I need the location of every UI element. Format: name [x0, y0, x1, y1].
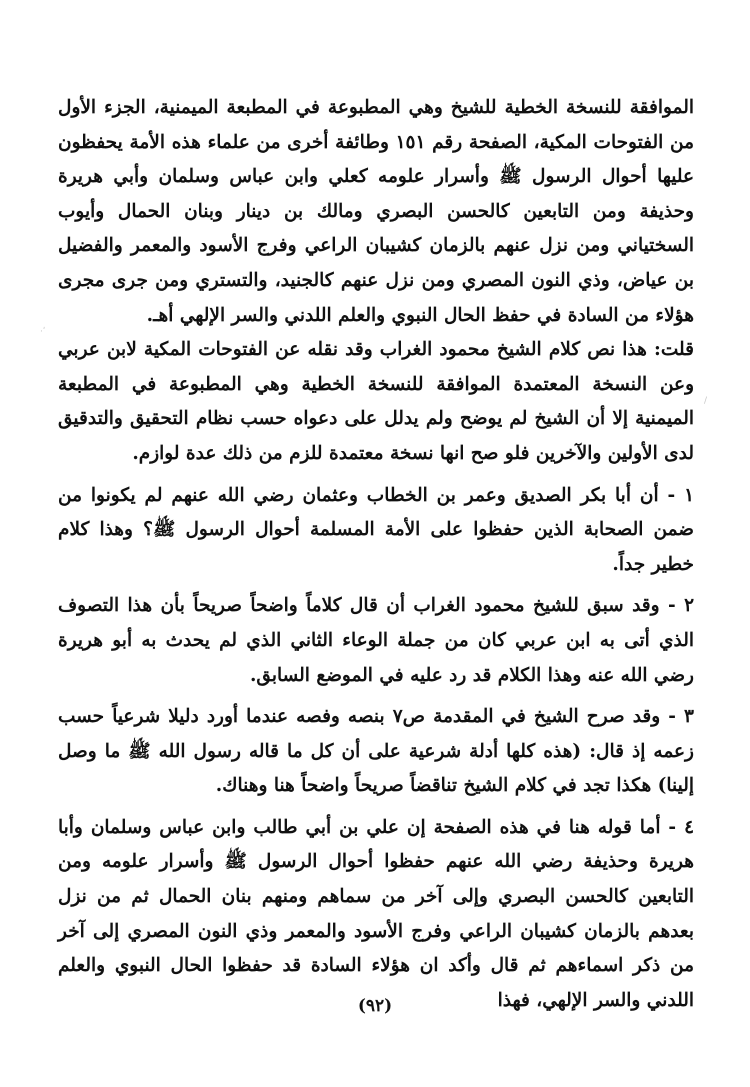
paragraph-point-1: ١ - أن أبا بكر الصديق وعمر بن الخطاب وعثمان رضي الله عنهم لم يكونوا من ضمن الصحابة الذين حفظوا على الأمة المسلمة أحوال الرسول ﷺ؟ وهذا كلام خطير جداً.	[58, 484, 694, 575]
paragraph-point-3: ٣ - وقد صرح الشيخ في المقدمة ص٧ بنصه وفصه عندما أورد دليلا شرعياً حسب زعمه إذ قال: (هذه كلها أدلة شرعية على أن كل ما قاله رسول الله ﷺ ما وصل إلينا) هكذا تجد في كلام الشيخ تناقضاً صريحاً واضحاً هنا وهناك.	[58, 706, 694, 797]
page-number: (٩٢)	[357, 996, 393, 1016]
margin-speck: ·ʹ	[40, 327, 46, 337]
paragraph-point-2: ٢ - وقد سبق للشيخ محمود الغراب أن قال كلاماً واضحاً صريحاً بأن هذا التصوف الذي أتى به ابن عربي كان من جملة الوعاء الثاني الذي لم يحدث به أبو هريرة رضي الله عنه وهذا الكلام قد رد عليه في الموضع السابق.	[58, 595, 694, 686]
body-text	[58, 91, 694, 1018]
paragraph-point-4: ٤ - أما قوله هنا في هذه الصفحة إن علي بن أبي طالب وابن عباس وسلمان وأبا هريرة وحذيفة رضي الله عنهم حفظوا أحوال الرسول ﷺ وأسرار علومه ومن التابعين كالحسن البصري وإلى آخر من سماهم ومنهم بنان الحمال ثم من نزل بعدهم بالزمان كشيبان الراعي وفرج الأسود والمعمر وذي النون المصري إلى آخر من ذكر اسماءهم ثم قال وأكد ان هؤلاء السادة قد حفظوا الحال النبوي والعلم اللدني والسر الإلهي، فهذا	[58, 816, 694, 1011]
margin-speck: /	[704, 396, 708, 406]
paragraph-quote-continuation: الموافقة للنسخة الخطية للشيخ وهي المطبوعة في المطبعة الميمنية، الجزء الأول من الفتوحات المكية، الصفحة رقم ١٥١ وطائفة أخرى من علماء هذه الأمة يحفظون عليها أحوال الرسول ﷺ وأسرار علومه كعلي وابن عباس وسلمان وأبي هريرة وحذيفة ومن التابعين كالحسن البصري ومالك بن دينار وبنان الحمال وأيوب السختياني ومن نزل عنهم بالزمان كشيبان الراعي وفرج الأسود والمعمر والفضيل بن عياض، وذي النون المصري ومن نزل عنهم كالجنيد، والتستري ومن جرى مجرى هؤلاء من السادة في حفظ الحال النبوي والعلم اللدني والسر الإلهي أهـ.	[58, 97, 695, 326]
paragraph-commentary: قلت: هذا نص كلام الشيخ محمود الغراب وقد نقله عن الفتوحات المكية لابن عربي وعن النسخة المعتمدة الموافقة للنسخة الخطية وهي المطبوعة في المطبعة الميمنية إلا أن الشيخ لم يوضح ولم يدلل على دعواه حسب نظام التحقيق والتدقيق لدى الأولين والآخرين فلو صح انها نسخة معتمدة للزم من ذلك عدة لوازم.	[58, 339, 694, 464]
